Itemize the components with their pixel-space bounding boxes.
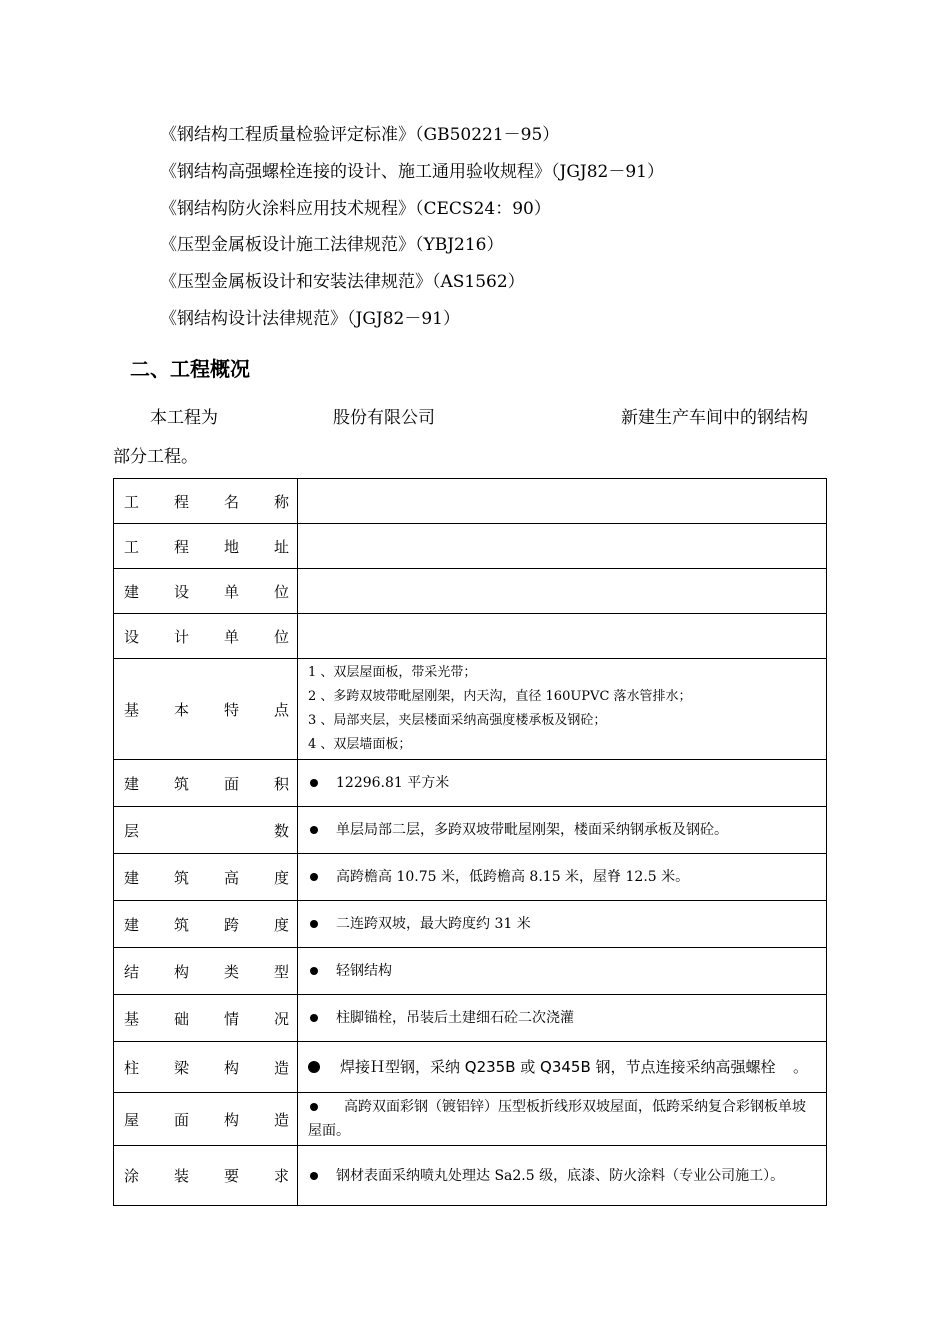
- bullet-icon: [310, 1103, 318, 1111]
- feature-line: 3 、局部夹层，夹层楼面采纳高强度楼承板及钢砼；: [308, 713, 607, 728]
- row-label: 屋 面 构 造: [114, 1093, 298, 1146]
- table-row: [114, 614, 827, 659]
- feature-line: 1 、双层屋面板，带采光带；: [308, 665, 477, 680]
- table-row: [114, 479, 827, 524]
- row-value: 高跨双面彩钢（镀铝锌）压型板折线形双坡屋面，低跨采纳复合彩钢板单坡屋面。: [298, 1093, 827, 1146]
- row-value: 柱脚锚栓，吊装后土建细石砼二次浇灌: [298, 995, 827, 1042]
- row-label: 柱 梁 构 造: [114, 1042, 298, 1093]
- table-row: [114, 1093, 827, 1146]
- intro-text-end: 新建生产车间中的钢结构: [621, 408, 808, 428]
- row-label: 建 设 单 位: [114, 569, 298, 614]
- bullet-icon: [310, 873, 318, 881]
- row-label: 层 数: [114, 807, 298, 854]
- bullet-icon: [310, 779, 318, 787]
- table-row: [114, 854, 827, 901]
- row-value: 轻钢结构: [298, 948, 827, 995]
- row-label: 工 程 名 称: [114, 479, 298, 524]
- row-value: [298, 479, 827, 524]
- feature-line: 4 、双层墙面板；: [308, 737, 412, 752]
- table-row: [114, 1146, 827, 1206]
- table-row: [114, 569, 827, 614]
- table-row: [114, 995, 827, 1042]
- bullet-icon: [310, 826, 318, 834]
- table-row: [114, 807, 827, 854]
- row-label: 建 筑 面 积: [114, 760, 298, 807]
- row-value: 12296.81 平方米: [298, 760, 827, 807]
- row-value: 单层局部二层，多跨双坡带毗屋刚架，楼面采纳钢承板及钢砼。: [298, 807, 827, 854]
- table-row: [114, 760, 827, 807]
- row-value: 二连跨双坡，最大跨度约 31 米: [298, 901, 827, 948]
- bullet-icon: [310, 920, 318, 928]
- project-info-table: [113, 478, 827, 1206]
- row-label: 基 础 情 况: [114, 995, 298, 1042]
- row-value: [298, 524, 827, 569]
- table-row: [114, 524, 827, 569]
- reference-item: 《钢结构设计法律规范》（JGJ82－91）: [160, 309, 460, 329]
- row-value: [298, 614, 827, 659]
- row-value: 钢材表面采纳喷丸处理达 Sa2.5 级，底漆、防火涂料（专业公司施工）。: [298, 1146, 827, 1206]
- row-label: 工 程 地 址: [114, 524, 298, 569]
- section-heading: 二、工程概况: [130, 357, 250, 381]
- row-value: [298, 659, 827, 760]
- table-row: [114, 901, 827, 948]
- reference-item: 《钢结构高强螺栓连接的设计、施工通用验收规程》（JGJ82－91）: [160, 162, 664, 182]
- row-value: 焊接Ｈ型钢，采纳 Q235B 或 Q345B 钢，节点连接采纳高强螺栓 。: [298, 1042, 827, 1093]
- row-value: 高跨檐高 10.75 米，低跨檐高 8.15 米，屋脊 12.5 米。: [298, 854, 827, 901]
- reference-item: 《钢结构工程质量检验评定标准》（GB50221－95）: [160, 125, 560, 145]
- bullet-icon: [310, 967, 318, 975]
- row-label: 涂 装 要 求: [114, 1146, 298, 1206]
- bullet-icon: [308, 1061, 320, 1073]
- table-row: [114, 1042, 827, 1093]
- table-row: [114, 948, 827, 995]
- row-label: 结 构 类 型: [114, 948, 298, 995]
- intro-text: 本工程为: [150, 408, 218, 428]
- reference-item: 《钢结构防火涂料应用技术规程》（CECS24：90）: [160, 199, 551, 219]
- intro-company: 股份有限公司: [333, 408, 435, 428]
- bullet-icon: [310, 1172, 318, 1180]
- row-label: 建 筑 跨 度: [114, 901, 298, 948]
- row-label: 设 计 单 位: [114, 614, 298, 659]
- feature-line: 2 、多跨双坡带毗屋刚架，内天沟，直径 160UPVC 落水管排水；: [308, 689, 692, 704]
- reference-item: 《压型金属板设计施工法律规范》（YBJ216）: [160, 235, 504, 255]
- row-value: [298, 569, 827, 614]
- row-label: 建 筑 高 度: [114, 854, 298, 901]
- table-row: [114, 659, 827, 760]
- reference-item: 《压型金属板设计和安装法律规范》（AS1562）: [160, 272, 525, 292]
- row-label: 基 本 特 点: [114, 659, 298, 760]
- bullet-icon: [310, 1014, 318, 1022]
- intro-continuation: 部分工程。: [113, 447, 198, 467]
